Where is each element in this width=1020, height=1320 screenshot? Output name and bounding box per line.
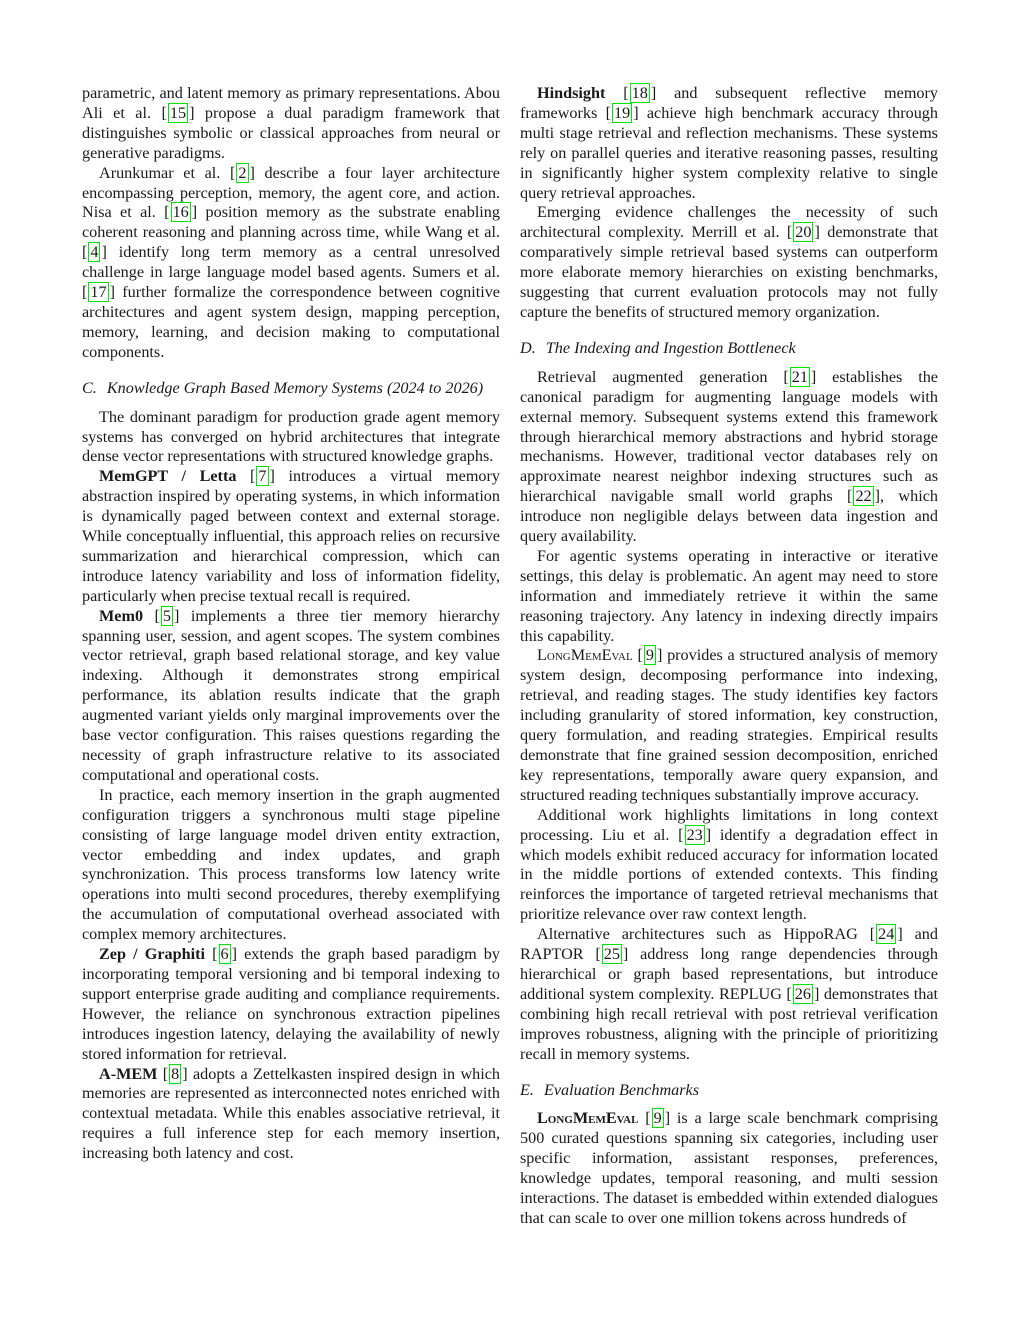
paragraph-zep-graphiti: Zep / Graphiti [ 6 ] extends the graph based paradigm by incorporating temporal versioning and bi temporal indexing to support enterprise grade auditing and compliance requirements. However, the reliance on synchronous extraction pipelines introduces ingestion latency, delaying the availability of newly stored information for retrieval. (82, 945, 500, 1063)
paragraph-longmemeval-analysis: LongMemEval [ 9 ] provides a structured analysis of memory system design, decomposing performance into indexing, retrieval, and reading stages. The study identifies key factors including granularity of stored information, key construction, query formulation, and reading strategies. Empirical results demonstrate that fine grained session decomposition, enriched key representations, temporally aware query expansion, and structured reading techniques substantially improve accuracy. (520, 646, 938, 804)
citation-link[interactable]: 7 (258, 467, 267, 486)
citation-link[interactable]: 4 (90, 243, 99, 262)
section-heading-e (520, 1081, 938, 1101)
section-heading-d-number: D. (520, 338, 536, 357)
citation-link[interactable]: 17 (90, 283, 107, 302)
citation-link[interactable]: 5 (162, 606, 172, 625)
citation-link[interactable]: 19 (614, 103, 631, 122)
paragraph-dominant-paradigm: The dominant paradigm for production grade agent memory systems has converged on hybrid architectures that integrate dense vector representations with structured knowledge graphs. (82, 407, 500, 466)
section-heading-e-number: E. (520, 1080, 534, 1099)
citation-link[interactable]: 9 (653, 1109, 662, 1128)
paragraph-alternative-architectures: Alternative architectures such as HippoRAG [ 24 ] and RAPTOR [ 25 ] address long range dependencies through hierarchical or graph based representations, but introduce additional system complexity. REPLUG [ 26 ] demonstrates that combining high recall retrieval with post retrieval verification improves robustness, aligning with the principle of prioritizing recall in memory systems. (520, 925, 938, 1063)
paragraph-retrieval-augmented: Retrieval augmented generation [ 21 ] establishes the canonical paradigm for augmenting language models with external memory. Subsequent systems extend this framework through hierarchical memory abstractions and hybrid storage mechanisms. However, traditional vector databases rely on approximate nearest neighbor indexing structures such as hierarchical navigable small world graphs [ 22 ], which introduce non negligible delays between data ingestion and query availability. (520, 367, 938, 546)
section-heading-d (520, 339, 938, 359)
citation-link[interactable]: 20 (795, 223, 812, 242)
citation-link[interactable]: 6 (220, 945, 229, 964)
paragraph-parametric: parametric, and latent memory as primary representations. Abou Ali et al. [ 15 ] propose a dual paradigm framework that distinguishes symbolic or classical approaches from neural or generative paradigms. (82, 84, 500, 162)
citation-link[interactable]: 15 (169, 103, 187, 122)
citation-link[interactable]: 18 (631, 84, 648, 102)
citation-link[interactable]: 23 (686, 825, 703, 844)
two-column-body (82, 84, 938, 1229)
left-column (82, 84, 500, 1229)
section-heading-c (82, 379, 500, 399)
section-heading-c-title: Knowledge Graph Based Memory Systems (2024 to 2026) (106, 378, 484, 397)
citation-link[interactable]: 16 (172, 203, 189, 222)
paragraph-agentic-systems: For agentic systems operating in interactive or iterative settings, this delay is problematic. An agent may need to store information and immediately retrieve it within the same reasoning trajectory. Any latency in indexing directly impairs this capability. (520, 546, 938, 645)
paragraph-longmemeval-benchmark: LongMemEval [ 9 ] is a large scale benchmark comprising 500 curated questions spanning six categories, including user specific information, assistant responses, preferences, knowledge updates, temporal reasoning, and multi session interactions. The dataset is embedded within extended dialogues that can scale to over one million tokens across hundreds of (520, 1109, 939, 1227)
paragraph-memgpt-letta: MemGPT / Letta [ 7 ] introduces a virtual memory abstraction inspired by operating systems, in which information is dynamically paged between context and external storage. While conceptually influential, this approach relies on recursive summarization and hierarchical compression, which can introduce latency variability and loss of information fidelity, particularly when precise textual recall is required. (82, 467, 500, 605)
paragraph-a-mem: A-MEM [ 8 ] adopts a Zettelkasten inspired design in which memories are represented as interconnected notes enriched with contextual metadata. While this enables associative retrieval, it requires a full inference step for each memory insertion, increasing both latency and cost. (82, 1064, 500, 1163)
citation-link[interactable]: 22 (855, 487, 872, 506)
paragraph-mem0: Mem0 [ 5 ] implements a three tier memory hierarchy spanning user, session, and agent scopes. The system combines vector retrieval, graph based relational storage, and key value indexing. Although it demonstrates strong empirical performance, its ablation results indicate that the graph augmented variant yields only marginal improvements over the base vector configuration. This raises questions regarding the necessity of graph infrastructure relative to its associated computational and operational costs. (82, 606, 500, 784)
citation-link[interactable]: 26 (794, 984, 811, 1003)
citation-link[interactable]: 2 (238, 163, 247, 182)
paragraph-additional-work: Additional work highlights limitations in long context processing. Liu et al. [ 23 ] identify a degradation effect in which models exhibit reduced accuracy for information located in the middle portions of extended contexts. This finding reinforces the importance of targeted retrieval mechanisms that prioritize relevance over raw context length. (520, 805, 938, 924)
citation-link[interactable]: 25 (603, 945, 620, 964)
section-heading-d-title: The Indexing and Ingestion Bottleneck (545, 338, 796, 357)
section-heading-e-title: Evaluation Benchmarks (543, 1080, 700, 1099)
right-column (520, 84, 938, 1229)
section-heading-c-number: C. (82, 378, 97, 397)
paragraph-hindsight: Hindsight [ 18 ] and subsequent reflective memory frameworks [ 19 ] achieve high benchmark accuracy through multi stage retrieval and reflection mechanisms. These systems rely on parallel queries and iterative reasoning passes, resulting in significantly higher system complexity relative to single query retrieval approaches. (520, 84, 939, 202)
citation-link[interactable]: 8 (171, 1064, 180, 1083)
paragraph-emerging-evidence: Emerging evidence challenges the necessity of such architectural complexity. Merrill et al. [ 20 ] demonstrate that comparatively simple retrieval based systems can outperform more elaborate memory hierarchies on existing benchmarks, suggesting that current evaluation protocols may not fully capture the benefits of structured memory organization. (520, 203, 939, 321)
citation-link[interactable]: 21 (791, 367, 808, 386)
citation-link[interactable]: 24 (878, 925, 895, 944)
paragraph-in-practice: In practice, each memory insertion in the graph augmented configuration triggers a synchronous multi stage pipeline consisting of large language model driven entity extraction, vector embedding and index updates, and graph synchronization. This process transforms low latency write operations into multi second procedures, thereby exemplifying the accumulation of computational overhead associated with complex memory architectures. (82, 785, 500, 944)
citation-link[interactable]: 9 (645, 646, 654, 665)
paragraph-arunkumar: Arunkumar et al. [ 2 ] describe a four layer architecture encompassing perception, memory, the agent core, and action. Nisa et al. [ 16 ] position memory as the substrate enabling coherent reasoning and planning across time, while Wang et al. [ 4 ] identify long term memory as a central unresolved challenge in large language model based agents. Sumers et al. [ 17 ] further formalize the correspondence between cognitive architectures and agent system design, mapping perception, memory, learning, and decision making to computational components. (82, 163, 500, 361)
